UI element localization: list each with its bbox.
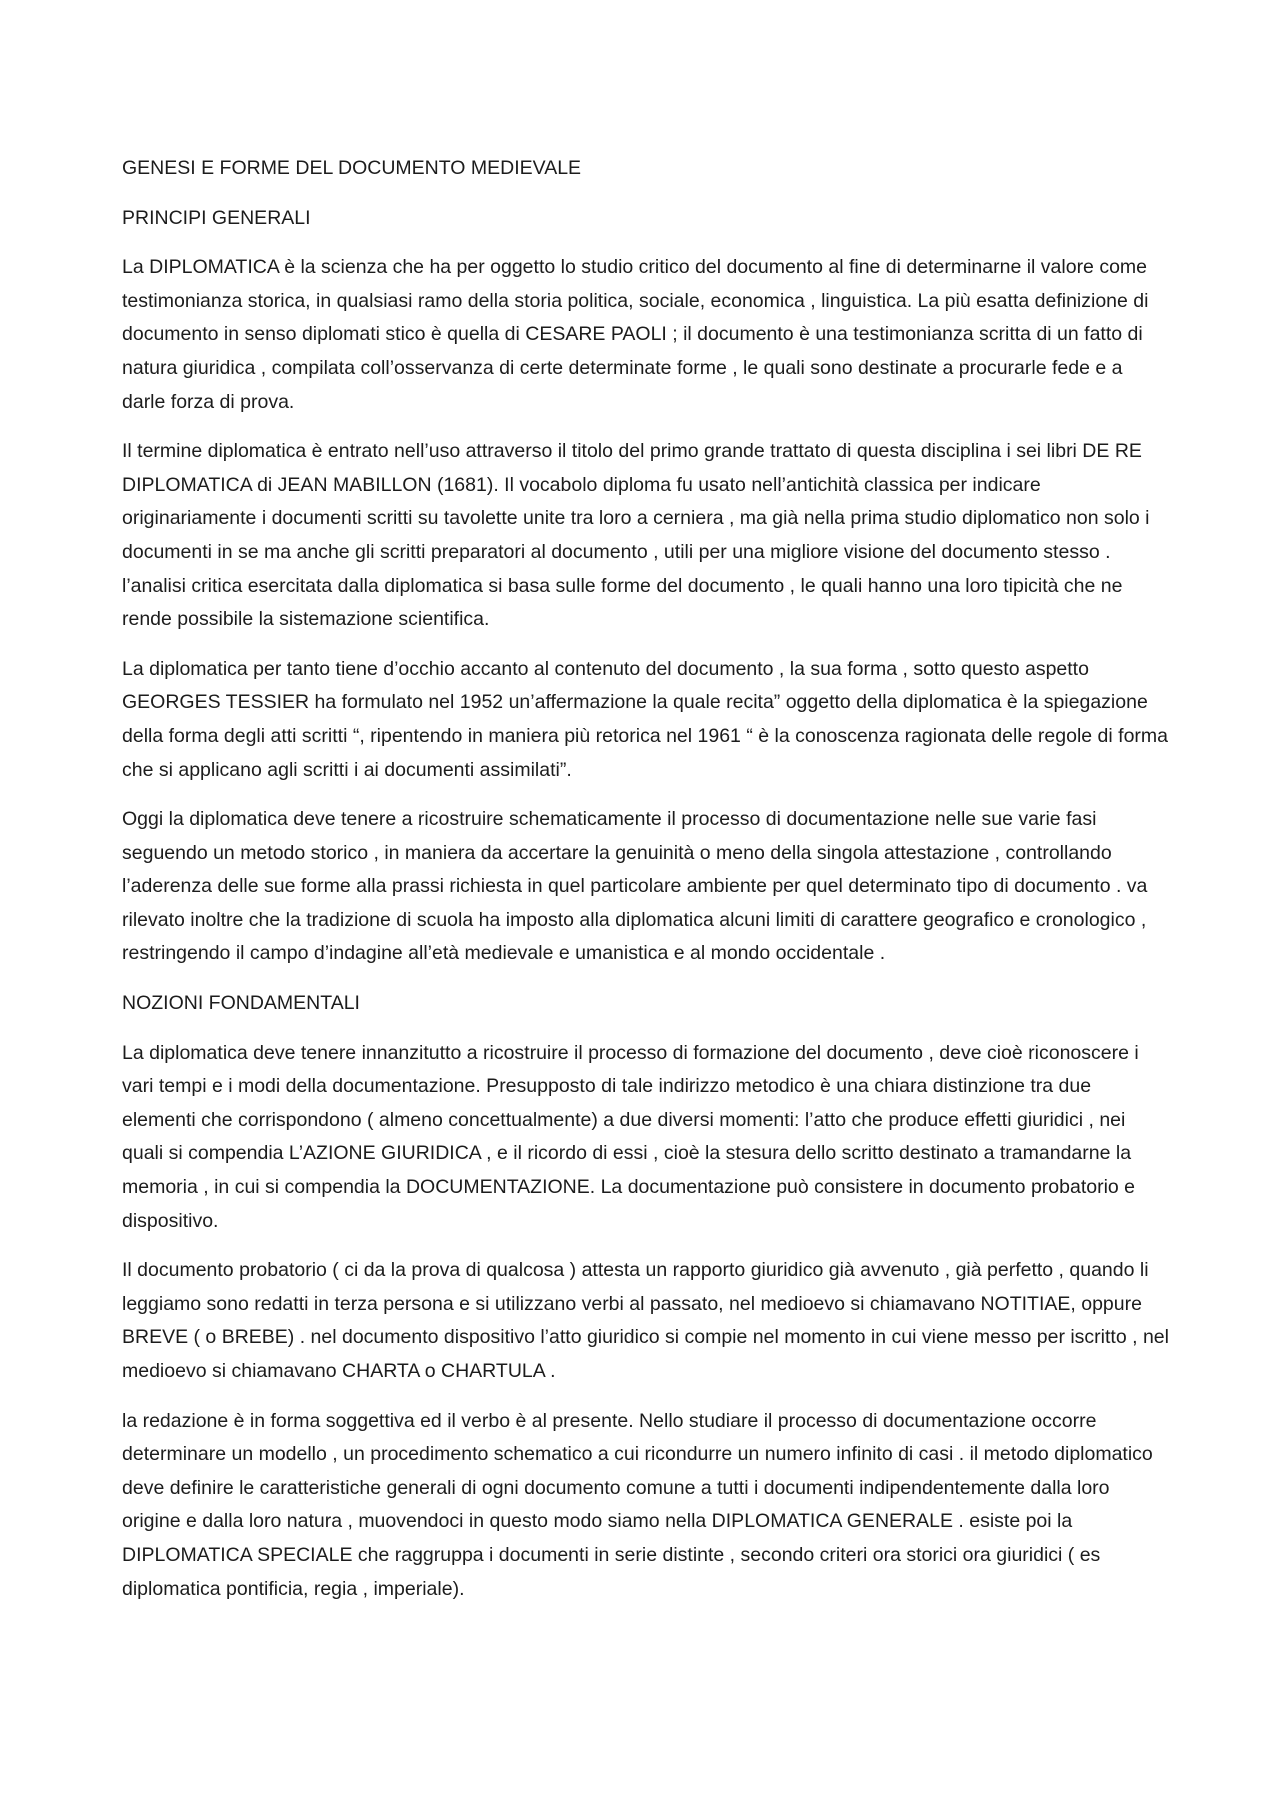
paragraph: Oggi la diplomatica deve tenere a ricostruire schematicamente il processo di documentazione nelle sue varie fasi seguendo un metodo storico , in maniera da accertare la genuinità o meno della singola attestazione , controllando l’aderenza delle sue forme alla prassi richiesta in quel particolare ambiente per quel determinato tipo di documento . va rilevato inoltre che la tradizione di scuola ha imposto alla diplomatica alcuni limiti di carattere geografico e cronologico , restringendo il campo d’indagine all’età medievale e umanistica e al mondo occidentale . <box>122 808 1148 965</box>
paragraph: Il termine diplomatica è entrato nell’uso attraverso il titolo del primo grande trattato di questa disciplina i sei libri DE RE DIPLOMATICA di JEAN MABILLON (1681). Il vocabolo diploma fu usato nell’antichità classica per indicare originariamente i documenti scritti su tavolette unite tra loro a cerniera , ma già nella prima studio diplomatico non solo i documenti in se ma anche gli scritti preparatori al documento , utili per una migliore visione del documento stesso . l’analisi critica esercitata dalla diplomatica si basa sulle forme del documento , le quali hanno una loro tipicità che ne rende possibile la sistemazione scientifica. <box>122 440 1150 631</box>
paragraph: la redazione è in forma soggettiva ed il verbo è al presente. Nello studiare il processo di documentazione occorre determinare un modello , un procedimento schematico a cui ricondurre un numero infinito di casi . il metodo diplomatico deve definire le caratteristiche generali di ogni documento comune a tutti i documenti indipendentemente dalla loro origine e dalla loro natura , muovendoci in questo modo siamo nella DIPLOMATICA GENERALE . esiste poi la DIPLOMATICA SPECIALE che raggruppa i documenti in serie distinte , secondo criteri ora storici ora giuridici ( es diplomatica pontificia, regia , imperiale). <box>122 1409 1153 1600</box>
paragraph: La diplomatica deve tenere innanzitutto a ricostruire il processo di formazione del documento , deve cioè riconoscere i vari tempi e i modi della documentazione. Presupposto di tale indirizzo metodico è una chiara distinzione tra due elementi che corrispondono ( almeno concettualmente) a due diversi momenti: l’atto che produce effetti giuridici , nei quali si compendia L’AZIONE GIURIDICA , e il ricordo di essi , cioè la stesura dello scritto destinato a tramandarne la memoria , in cui si compendia la DOCUMENTAZIONE. La documentazione può consistere in documento probatorio e dispositivo. <box>122 1041 1139 1232</box>
section-heading-principi-generali: PRINCIPI GENERALI <box>122 206 311 229</box>
section-heading-nozioni-fondamentali: NOZIONI FONDAMENTALI <box>122 992 360 1015</box>
paragraph: La DIPLOMATICA è la scienza che ha per oggetto lo studio critico del documento al fine di determinarne il valore come testimonianza storica, in qualsiasi ramo della storia politica, sociale, economica , linguistica. La più esatta definizione di documento in senso diplomati stico è quella di CESARE PAOLI ; il documento è una testimonianza scritta di un fatto di natura giuridica , compilata coll’osservanza di certe determinate forme , le quali sono destinate a procurarle fede e a darle forza di prova. <box>122 256 1149 413</box>
paragraph: La diplomatica per tanto tiene d’occhio accanto al contenuto del documento , la sua forma , sotto questo aspetto GEORGES TESSIER ha formulato nel 1952 un’affermazione la quale recita” oggetto della diplomatica è la spiegazione della forma degli atti scritti “, ripentendo in maniera più retorica nel 1961 “ è la conoscenza ragionata delle regole di forma che si applicano agli scritti i ai documenti assimilati”. <box>122 657 1168 781</box>
paragraph: Il documento probatorio ( ci da la prova di qualcosa ) attesta un rapporto giuridico già avvenuto , già perfetto , quando li leggiamo sono redatti in terza persona e si utilizzano verbi al passato, nel medioevo si chiamavano NOTITIAE, oppure BREVE ( o BREBE) . nel documento dispositivo l’atto giuridico si compie nel momento in cui viene messo per iscritto , nel medioevo si chiamavano CHARTA o CHARTULA . <box>122 1259 1169 1382</box>
document-title: GENESI E FORME DEL DOCUMENTO MEDIEVALE <box>122 157 582 179</box>
document-page <box>122 152 1170 1622</box>
